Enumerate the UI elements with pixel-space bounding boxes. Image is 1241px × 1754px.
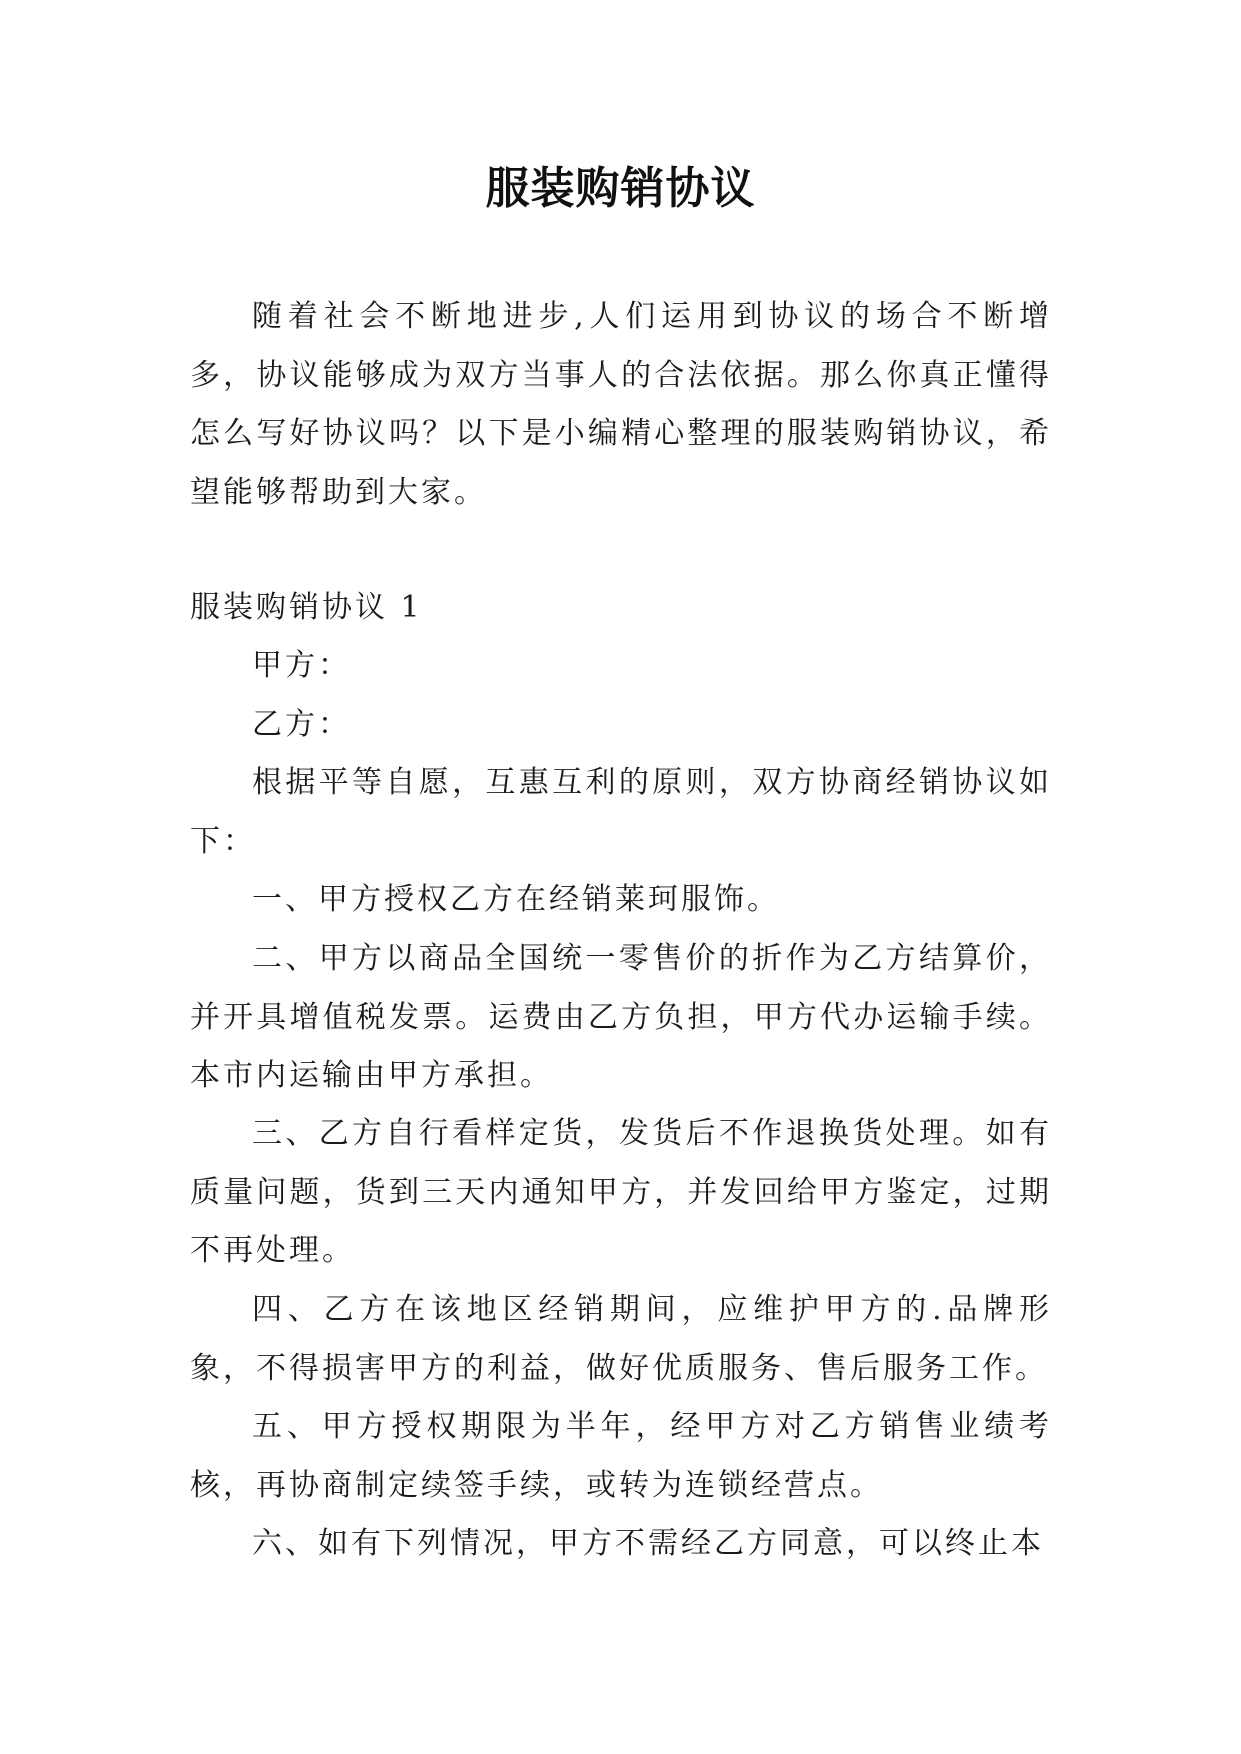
clause-paragraph: 四、乙方在该地区经销期间，应维护甲方的.品牌形象，不得损害甲方的利益，做好优质服务、售后服务工作。 [190, 1292, 1052, 1386]
section-heading: 服装购销协议 1 [190, 590, 423, 625]
basis-paragraph: 根据平等自愿，互惠互利的原则，双方协商经销协议如下： [190, 765, 1052, 859]
clause-paragraph: 二、甲方以商品全国统一零售价的折作为乙方结算价，并开具增值税发票。运费由乙方负担，甲方代办运输手续。本市内运输由甲方承担。 [190, 941, 1052, 1093]
clause-paragraph: 六、如有下列情况，甲方不需经乙方同意，可以终止本 [252, 1526, 1044, 1561]
clause-paragraph: 一、甲方授权乙方在经销莱珂服饰。 [252, 882, 780, 917]
clause-paragraph: 五、甲方授权期限为半年，经甲方对乙方销售业绩考核，再协商制定续签手续，或转为连锁经营点。 [190, 1409, 1052, 1503]
party-b-line: 乙方： [252, 707, 351, 742]
party-a-line: 甲方： [252, 648, 351, 683]
intro-paragraph: 随着社会不断地进步,人们运用到协议的场合不断增多，协议能够成为双方当事人的合法依据。那么你真正懂得怎么写好协议吗？以下是小编精心整理的服装购销协议，希望能够帮助到大家。 [190, 299, 1052, 510]
document-title: 服装购销协议 [485, 163, 756, 214]
clause-paragraph: 三、乙方自行看样定货，发货后不作退换货处理。如有质量问题，货到三天内通知甲方，并发回给甲方鉴定，过期不再处理。 [190, 1116, 1052, 1268]
